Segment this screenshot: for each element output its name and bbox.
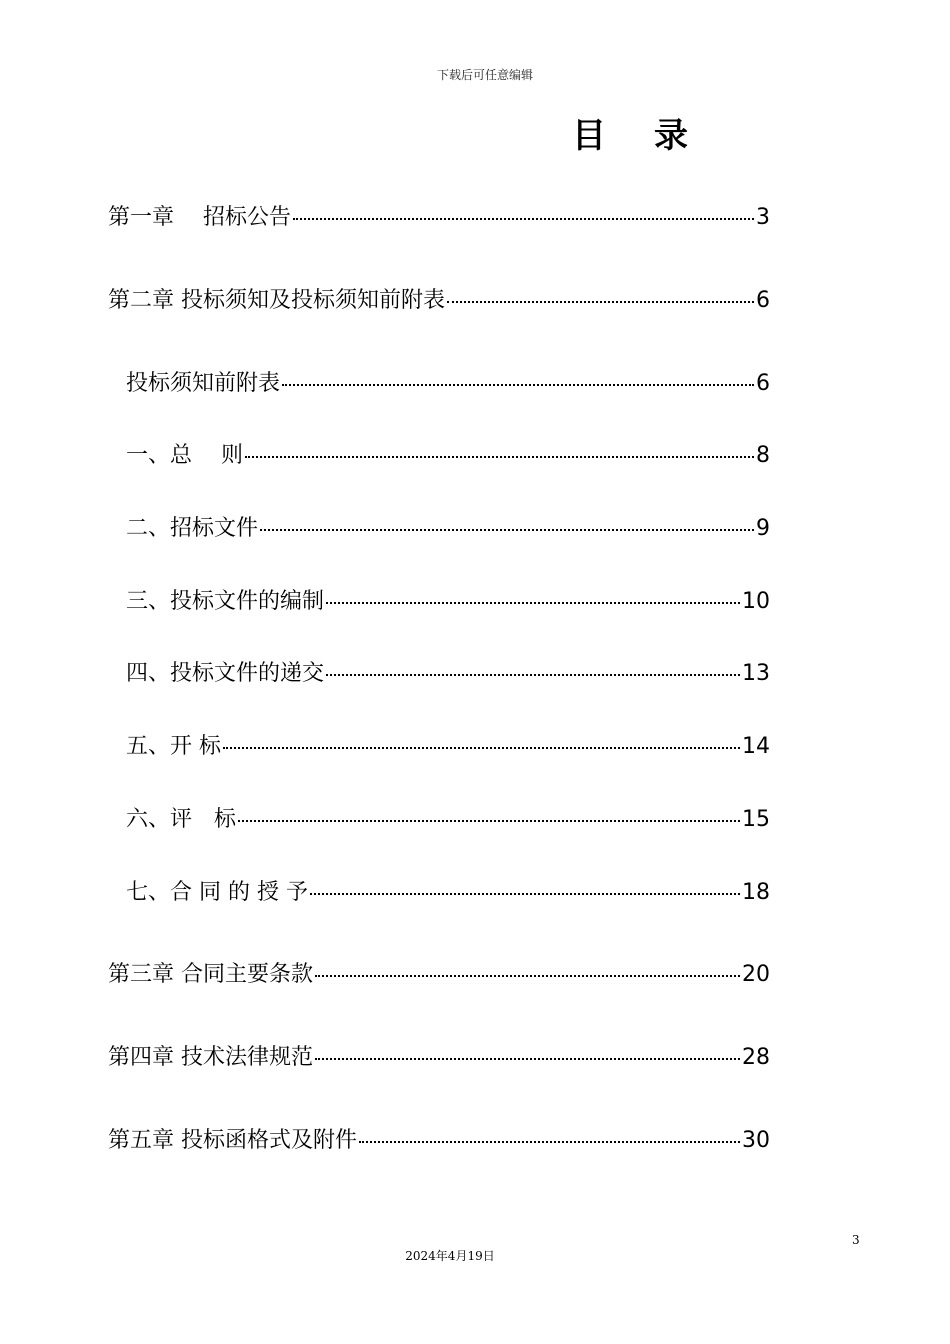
toc-entry[interactable] bbox=[126, 587, 770, 617]
toc-entry-page: 15 bbox=[742, 807, 770, 832]
dot-leader bbox=[310, 893, 740, 895]
toc-entry[interactable] bbox=[108, 286, 770, 316]
dot-leader bbox=[315, 1058, 740, 1060]
toc-entry-label: 第三章 合同主要条款 bbox=[108, 962, 313, 987]
toc-entry[interactable] bbox=[108, 1126, 770, 1156]
toc-entry-page: 18 bbox=[742, 880, 770, 905]
footer-date: 2024年4月19日 bbox=[405, 1249, 495, 1263]
toc-entry-label: 五、开 标 bbox=[126, 734, 221, 759]
toc-entry-label: 七、合 同 的 授 予 bbox=[126, 880, 308, 905]
dot-leader bbox=[359, 1141, 740, 1143]
toc-entry-label: 一、总 则 bbox=[126, 443, 243, 468]
toc-entry[interactable] bbox=[126, 369, 770, 399]
dot-leader bbox=[447, 301, 754, 303]
toc-entry[interactable] bbox=[126, 659, 770, 689]
toc-entry[interactable] bbox=[126, 878, 770, 908]
toc-entry-label: 二、招标文件 bbox=[126, 516, 259, 541]
header-note: 下载后可任意编辑 bbox=[436, 68, 533, 82]
toc-entry-label: 第一章 招标公告 bbox=[108, 205, 291, 230]
dot-leader bbox=[293, 218, 754, 220]
page-number: 3 bbox=[852, 1233, 860, 1247]
toc-entry[interactable] bbox=[108, 960, 770, 990]
toc-entry-page: 6 bbox=[756, 288, 770, 313]
toc-entry-label: 第五章 投标函格式及附件 bbox=[108, 1128, 357, 1153]
toc-entry-page: 8 bbox=[756, 443, 770, 468]
toc-entry-label: 三、投标文件的编制 bbox=[126, 589, 325, 614]
toc-entry-page: 13 bbox=[742, 661, 770, 686]
dot-leader bbox=[315, 975, 740, 977]
toc-entry-label: 投标须知前附表 bbox=[126, 371, 281, 396]
toc-entry-page: 30 bbox=[742, 1128, 770, 1153]
toc-title: 目录 bbox=[572, 116, 736, 156]
dot-leader bbox=[282, 384, 754, 386]
dot-leader bbox=[223, 747, 740, 749]
toc-entry-page: 20 bbox=[742, 962, 770, 987]
dot-leader bbox=[326, 602, 740, 604]
toc-entry-label: 六、评 标 bbox=[126, 807, 237, 832]
dot-leader bbox=[238, 820, 740, 822]
toc-entry-label: 第二章 投标须知及投标须知前附表 bbox=[108, 288, 445, 313]
toc-entry[interactable] bbox=[126, 441, 770, 471]
toc-entry[interactable] bbox=[126, 514, 770, 544]
toc-entry-page: 28 bbox=[742, 1045, 770, 1070]
toc-entry-page: 10 bbox=[742, 589, 770, 614]
dot-leader bbox=[245, 456, 754, 458]
toc-entry-label: 第四章 技术法律规范 bbox=[108, 1045, 313, 1070]
dot-leader bbox=[260, 529, 754, 531]
toc-entry-page: 9 bbox=[756, 516, 770, 541]
toc-entry[interactable] bbox=[108, 1043, 770, 1073]
toc-entry-page: 3 bbox=[756, 205, 770, 230]
toc-entry[interactable] bbox=[126, 805, 770, 835]
toc-entry-page: 14 bbox=[742, 734, 770, 759]
dot-leader bbox=[326, 674, 740, 676]
toc-entry-label: 四、投标文件的递交 bbox=[126, 661, 325, 686]
toc-entry[interactable] bbox=[108, 203, 770, 233]
toc-entry-page: 6 bbox=[756, 371, 770, 396]
toc-entry[interactable] bbox=[126, 732, 770, 762]
